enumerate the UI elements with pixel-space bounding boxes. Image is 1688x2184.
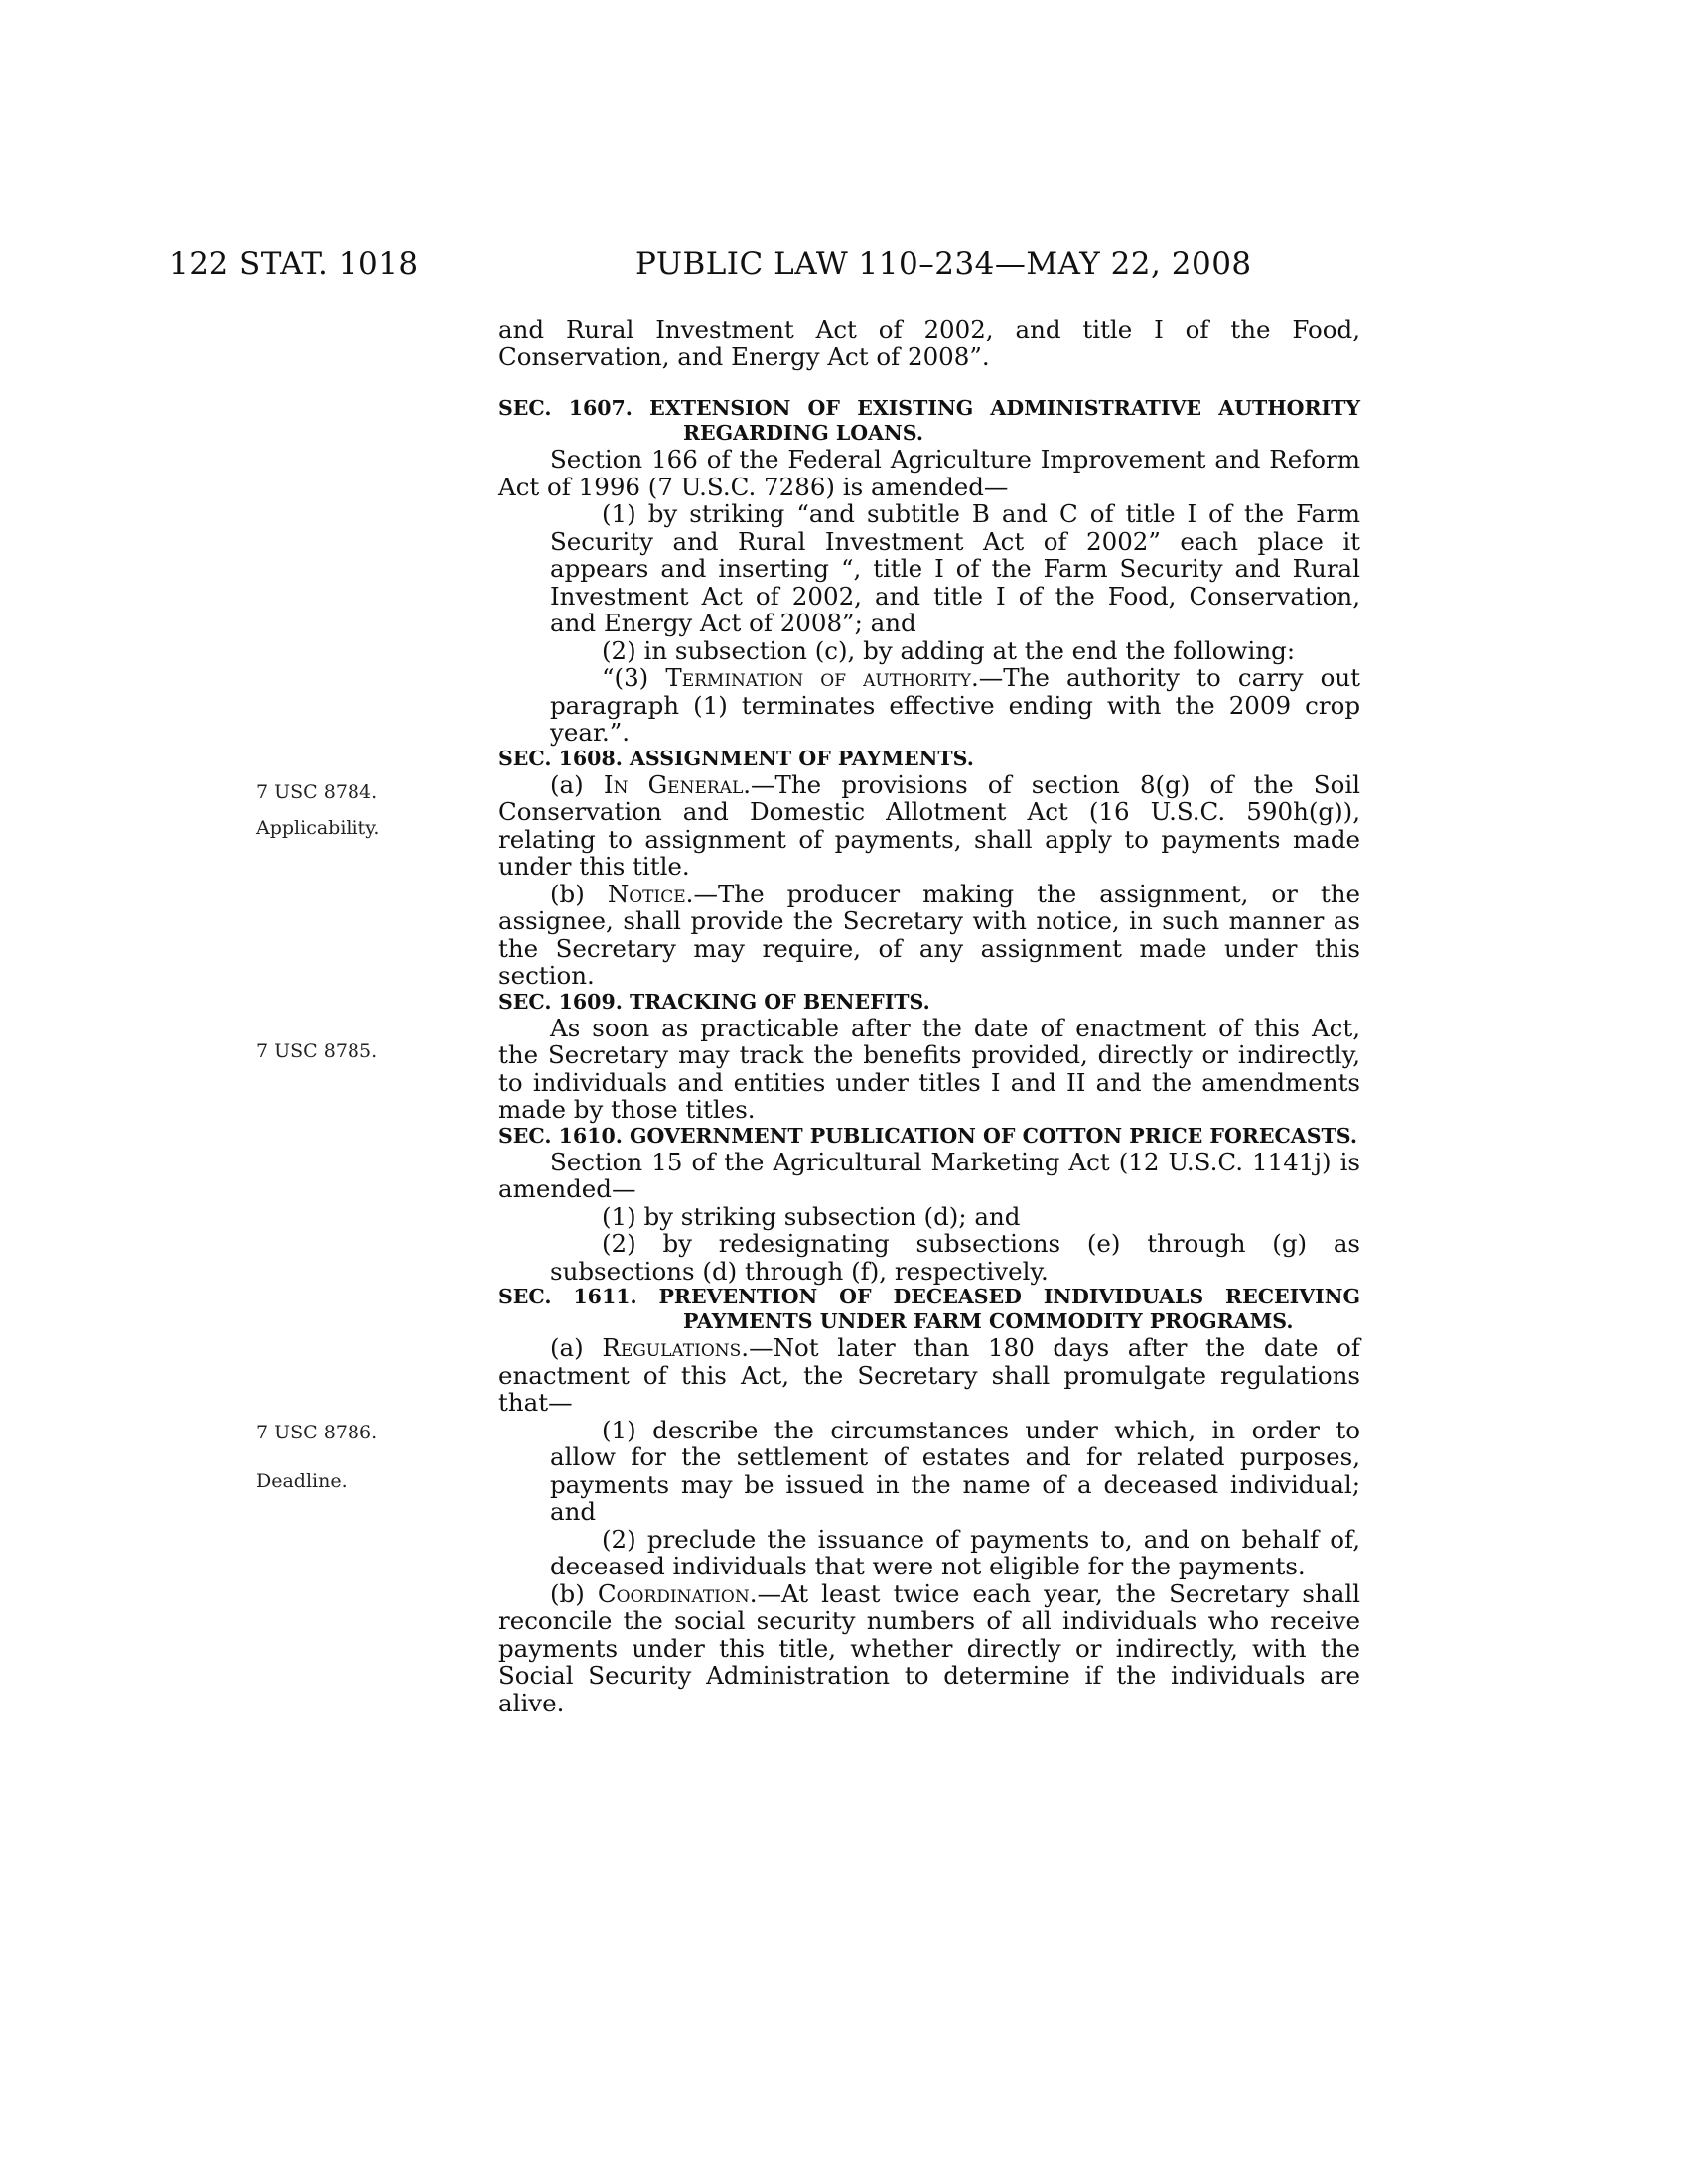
margin-note-usc-8786: 7 USC 8786.: [256, 1422, 378, 1443]
statute-body: [498, 316, 1360, 1716]
section-1609-heading: SEC. 1609. TRACKING OF BENEFITS.: [498, 989, 930, 1014]
section-1608-subsection-a: (a) In General.—The provisions of section 8(g) of the Soil Conservation and Domestic Allotment Act (16 U.S.C. 590h(g)), relating to assignment of payments, shall apply to payments made under this title.: [498, 769, 1360, 881]
section-1610-paragraph-1: (1) by striking subsection (d); and: [602, 1201, 1021, 1231]
section-1608-subsection-b: (b) Notice.—The producer making the assignment, or the assignee, shall provide the Secretary with notice, in such manner as the Secretary may require, of any assignment made under this section.: [498, 879, 1361, 990]
statute-page-number: 122 STAT. 1018: [169, 246, 419, 282]
term-regulations: Regulations: [602, 1333, 742, 1362]
section-1607-paragraph-3: “(3) Termination of authority.—The authority to carry out paragraph (1) terminates effective ending with the 2009 crop year.”.: [550, 663, 1360, 747]
section-1608-heading: SEC. 1608. ASSIGNMENT OF PAYMENTS.: [498, 746, 974, 770]
term-notice: Notice: [607, 879, 686, 908]
section-1607-paragraph-1: (1) by striking “and subtitle B and C of title I of the Farm Security and Rural Investment Act of 2002” each place it appears and inserting “, title I of the Farm Security and Rural Investment Act of 2002, and title I of the Food, Conservation, and Energy Act of 2008”; and: [550, 499, 1360, 637]
margin-note-usc-8784: 7 USC 8784.: [256, 781, 378, 803]
section-1610-intro: Section 15 of the Agricultural Marketing Act (12 U.S.C. 1141j) is amended—: [498, 1147, 1360, 1203]
section-1610-paragraph-2: (2) by redesignating subsections (e) through (g) as subsections (d) through (f), respectively.: [550, 1229, 1360, 1286]
margin-note-deadline: Deadline.: [256, 1470, 348, 1492]
term-termination-of-authority: Termination of authority: [665, 663, 971, 692]
continued-paragraph: and Rural Investment Act of 2002, and title I of the Food, Conservation, and Energy Act of 2008”.: [498, 315, 1360, 371]
margin-note-applicability: Applicability.: [256, 817, 380, 839]
section-1607-heading: SEC. 1607. EXTENSION OF EXISTING ADMINISTRATIVE AUTHORITY REGARDING LOANS.: [498, 396, 1360, 445]
section-1609-text: As soon as practicable after the date of enactment of this Act, the Secretary may track the benefits provided, directly or indirectly, to individuals and entities under titles I and II and the amendments made by those titles.: [498, 1013, 1360, 1124]
term-in-general: In General: [603, 769, 744, 799]
section-1607-paragraph-2: (2) in subsection (c), by adding at the end the following:: [602, 635, 1296, 665]
section-1611-heading: SEC. 1611. PREVENTION OF DECEASED INDIVIDUALS RECEIVING PAYMENTS UNDER FARM COMMODITY PROGRAMS.: [498, 1285, 1360, 1333]
section-1610-heading: SEC. 1610. GOVERNMENT PUBLICATION OF COTTON PRICE FORECASTS.: [498, 1123, 1357, 1148]
section-1607-intro: Section 166 of the Federal Agriculture Improvement and Reform Act of 1996 (7 U.S.C. 7286) is amended—: [498, 445, 1360, 501]
running-head-title: PUBLIC LAW 110–234—MAY 22, 2008: [635, 246, 1252, 282]
section-1611-paragraph-2: (2) preclude the issuance of payments to, and on behalf of, deceased individuals that were not eligible for the payments.: [550, 1524, 1360, 1580]
section-1611-paragraph-1: (1) describe the circumstances under which, in order to allow for the settlement of estates and for related purposes, payments may be issued in the name of a deceased individual; and: [550, 1415, 1360, 1526]
section-1611-subsection-a: (a) Regulations.—Not later than 180 days after the date of enactment of this Act, the Secretary shall promulgate regulations that—: [498, 1333, 1360, 1417]
term-coordination: Coordination: [597, 1578, 750, 1608]
margin-note-usc-8785: 7 USC 8785.: [256, 1040, 378, 1062]
section-1611-subsection-b: (b) Coordination.—At least twice each year, the Secretary shall reconcile the social security numbers of all individuals who receive payments under this title, whether directly or indirectly, with the Social Security Administration to determine if the individuals are alive.: [498, 1578, 1361, 1717]
